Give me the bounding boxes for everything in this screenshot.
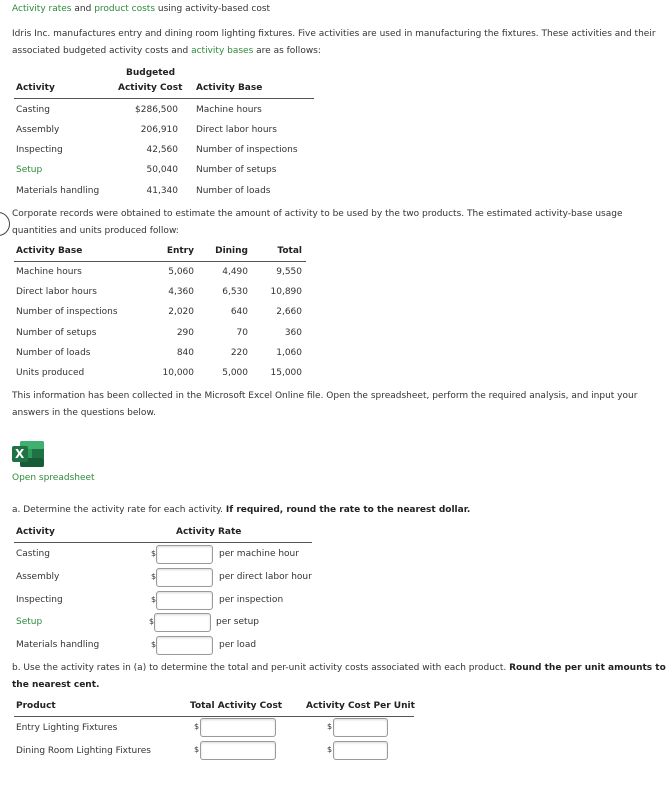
table2-base-0: Machine hours (16, 267, 82, 277)
part-a-activity-4: Materials handling (16, 640, 100, 650)
table2-dining-5: 5,000 (222, 368, 248, 378)
part-a-header-activity: Activity (16, 527, 55, 537)
rate-input-casting[interactable] (156, 545, 213, 564)
per-unit-input-dining[interactable] (333, 741, 388, 760)
part-b-header-unit: Activity Cost Per Unit (306, 701, 415, 711)
part-b-product-1: Dining Room Lighting Fixtures (16, 746, 151, 756)
rate-input-assembly[interactable] (156, 568, 213, 587)
rate-input-materials-handling[interactable] (156, 636, 213, 655)
table2-total-1: 10,890 (270, 287, 302, 297)
corporate-records-paragraph: Corporate records were obtained to estimate the amount of activity to be used by the two products. The estimated activity-base usage quantities and units produced follow: (12, 209, 623, 236)
intro-link-activity-bases[interactable]: activity bases (191, 46, 254, 56)
part-a-currency-3: $ (149, 617, 155, 626)
part-a-activity-3-link[interactable]: Setup (16, 617, 43, 627)
page-title (12, 4, 270, 14)
table1-header-base: Activity Base (196, 83, 263, 93)
table1-header-cost-line1: Budgeted (126, 68, 176, 78)
title-text-suffix: using activity-based cost (157, 4, 271, 14)
table1-cost-3: 50,040 (146, 165, 178, 175)
table1-base-3: Number of setups (196, 165, 277, 175)
part-b-prompt (12, 660, 667, 694)
part-a-currency-0: $ (151, 549, 157, 558)
open-spreadsheet-link[interactable]: Open spreadsheet (12, 473, 95, 483)
table1-activity-4: Materials handling (16, 186, 100, 196)
part-a-prompt-text: a. Determine the activity rate for each activity. (12, 505, 224, 515)
intro-text-a: Idris Inc. manufactures entry and dining room lighting fixtures. Five activities are used in manufacturing the fixtures. These activities and their associated budgeted activity costs and (12, 29, 656, 56)
table2-total-3: 360 (284, 328, 302, 338)
table2-entry-4: 840 (176, 348, 194, 358)
part-a-header-rule (14, 542, 312, 543)
table2-header-base: Activity Base (16, 246, 83, 256)
part-a-unit-4: per load (219, 640, 257, 650)
table2-total-5: 15,000 (270, 368, 302, 378)
table1-header-activity: Activity (16, 83, 55, 93)
table2-dining-2: 640 (230, 307, 248, 317)
table1-header-cost-line2: Activity Cost (118, 83, 183, 93)
excel-icon[interactable] (10, 439, 46, 469)
intro-paragraph (12, 26, 667, 60)
part-b-currency-unit-1: $ (327, 745, 333, 754)
table2-total-0: 9,550 (276, 267, 302, 277)
table1-cost-0: $286,500 (135, 105, 178, 115)
edge-circle-marker (0, 212, 10, 236)
table1-header-rule (14, 98, 314, 99)
table2-dining-0: 4,490 (222, 267, 248, 277)
part-a-header-rate: Activity Rate (176, 527, 242, 537)
part-a-activity-0: Casting (16, 549, 50, 559)
part-b-header-total: Total Activity Cost (190, 701, 283, 711)
part-b-header-rule (14, 716, 414, 717)
table1-cost-1: 206,910 (140, 125, 178, 135)
table2-header-entry: Entry (166, 246, 194, 256)
part-a-currency-4: $ (151, 640, 157, 649)
part-b-currency-total-0: $ (194, 722, 200, 731)
part-a-prompt-bold: If required, round the rate to the nearest dollar. (225, 505, 471, 515)
part-a-activity-2: Inspecting (16, 595, 63, 605)
title-link-product-costs[interactable]: product costs (94, 4, 156, 14)
table1-base-2: Number of inspections (196, 145, 298, 155)
part-a-prompt (12, 505, 470, 515)
table2-base-3: Number of setups (16, 328, 97, 338)
table2-total-2: 2,660 (276, 307, 302, 317)
part-b-prompt-text: b. Use the activity rates in (a) to determine the total and per-unit activity costs associated with each product. (12, 663, 507, 673)
part-b-currency-total-1: $ (194, 745, 200, 754)
part-b-prompt-bold: Round the per unit amounts to the nearest cent. (12, 663, 666, 690)
title-text-and: and (74, 4, 92, 14)
rate-input-setup[interactable] (154, 613, 211, 632)
table2-total-4: 1,060 (276, 348, 302, 358)
table2-entry-0: 5,060 (168, 267, 194, 277)
table1-cost-2: 42,560 (146, 145, 178, 155)
table2-dining-3: 70 (236, 328, 248, 338)
part-b-product-0: Entry Lighting Fixtures (16, 723, 118, 733)
table1-cost-4: 41,340 (146, 186, 178, 196)
part-b-header-product: Product (16, 701, 56, 711)
part-a-unit-0: per machine hour (219, 549, 299, 559)
intro-text-b: are as follows: (256, 46, 321, 56)
table1-activity-0: Casting (16, 105, 50, 115)
table2-base-1: Direct labor hours (16, 287, 97, 297)
part-a-currency-2: $ (151, 595, 157, 604)
total-cost-input-entry[interactable] (200, 718, 276, 737)
table2-header-rule (14, 261, 306, 262)
table2-base-2: Number of inspections (16, 307, 118, 317)
table2-header-total: Total (277, 246, 302, 256)
table1-base-4: Number of loads (196, 186, 271, 196)
title-link-activity-rates[interactable]: Activity rates (12, 4, 72, 14)
excel-info-paragraph: This information has been collected in the Microsoft Excel Online file. Open the spreadsheet, perform the required analysis, and input your answers in the questions below. (12, 391, 638, 418)
part-b-currency-unit-0: $ (327, 722, 333, 731)
excel-icon-letter: X (15, 447, 25, 461)
total-cost-input-dining[interactable] (200, 741, 276, 760)
per-unit-input-entry[interactable] (333, 718, 388, 737)
table1-activity-3-link[interactable]: Setup (16, 165, 43, 175)
table2-dining-4: 220 (230, 348, 248, 358)
table2-entry-1: 4,360 (168, 287, 194, 297)
part-a-unit-2: per inspection (219, 595, 284, 605)
table1-base-1: Direct labor hours (196, 125, 277, 135)
table2-entry-3: 290 (176, 328, 194, 338)
table2-entry-5: 10,000 (162, 368, 194, 378)
table2-base-4: Number of loads (16, 348, 91, 358)
part-a-unit-1: per direct labor hour (219, 572, 312, 582)
rate-input-inspecting[interactable] (156, 591, 213, 610)
part-a-activity-1: Assembly (16, 572, 60, 582)
table1-activity-1: Assembly (16, 125, 60, 135)
table2-entry-2: 2,020 (168, 307, 194, 317)
table1-activity-2: Inspecting (16, 145, 63, 155)
table2-header-dining: Dining (215, 246, 248, 256)
part-a-unit-3: per setup (216, 617, 259, 627)
table2-dining-1: 6,530 (222, 287, 248, 297)
part-a-currency-1: $ (151, 572, 157, 581)
table1-base-0: Machine hours (196, 105, 262, 115)
table2-base-5: Units produced (16, 368, 85, 378)
